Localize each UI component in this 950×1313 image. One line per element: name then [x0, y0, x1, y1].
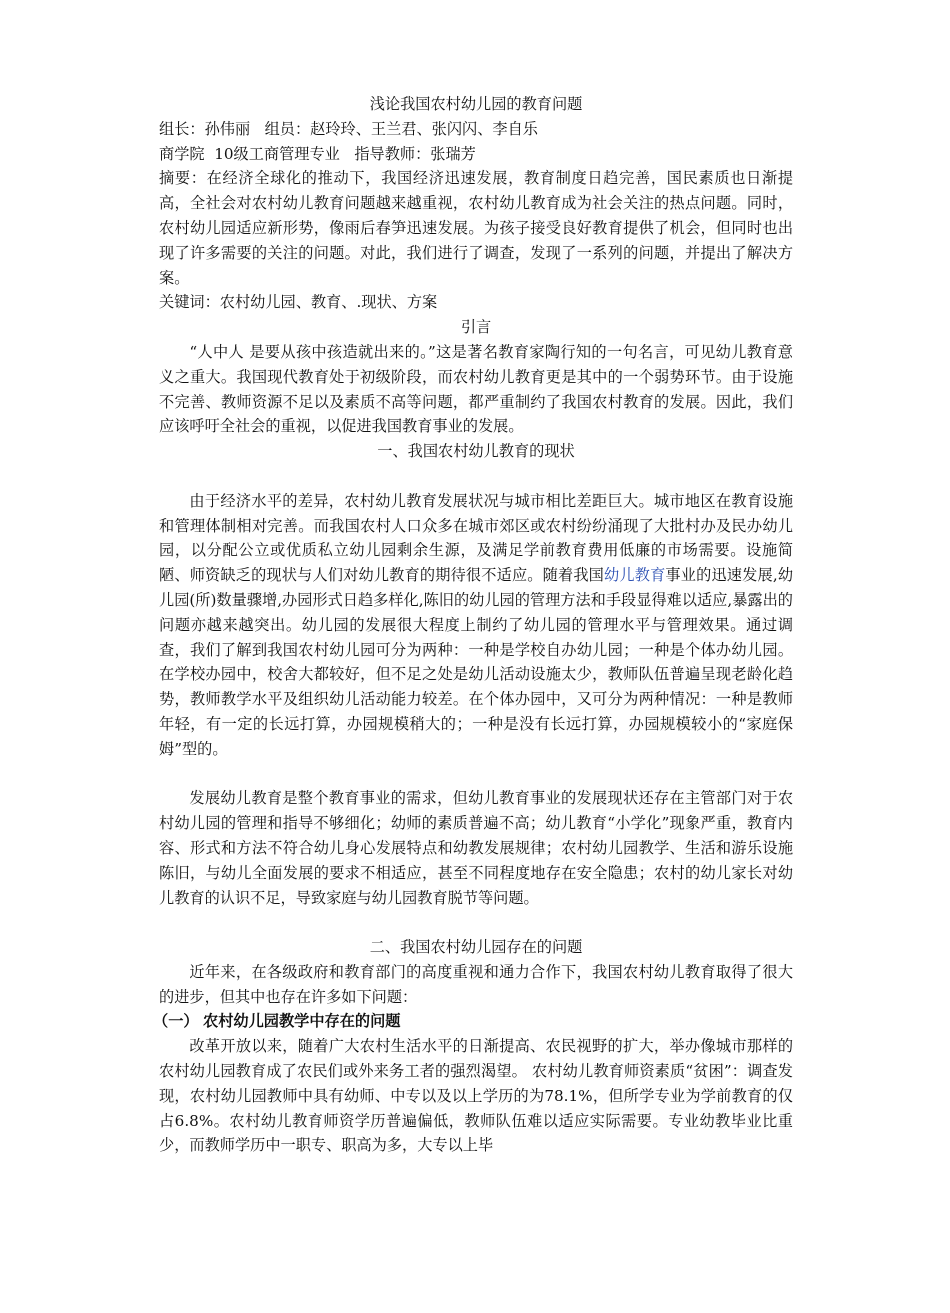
subsection1-heading: [153, 1009, 793, 1034]
intro-paragraph: “人中人 是要从孩中孩造就出来的。”这是著名教育家陶行知的一句名言，可见幼儿教育意义之重大。我国现代教育处于初级阶段，而农村幼儿教育更是其中的一个弱势环节。由于设施不完善、教师资源不足以及素质不高等问题，都严重制约了我国农村教育的发展。因此，我们应该呼吁全社会的重视，以促进我国教育事业的发展。: [159, 342, 793, 436]
blank-line: [159, 464, 793, 489]
blank-line: [159, 910, 793, 935]
section2-intro: 近年来，在各级政府和教育部门的高度重视和通力合作下，我国农村幼儿教育取得了很大的进步，但其中也存在许多如下问题：: [159, 962, 793, 1006]
section1-paragraph-1: [159, 489, 793, 762]
section1-heading: 一、我国农村幼儿教育的现状: [377, 442, 575, 461]
subsection1-number: （一）: [153, 1012, 199, 1031]
abstract: 摘要：在经济全球化的推动下，我国经济迅速发展，教育制度日趋完善，国民素质也日渐提高，全社会对农村幼儿教育问题越来越重视，农村幼儿教育成为社会关注的热点问题。同时，农村幼儿园适应新形势，像雨后春笋迅速发展。为孩子接受良好教育提供了机会，但同时也出现了许多需要的关注的问题。对此，我们进行了调查，发现了一系列的问题，并提出了解决方案。: [159, 169, 793, 287]
subsection1-paragraph: 改革开放以来，随着广大农村生活水平的日渐提高、农民视野的扩大，举办像城市那样的农村幼儿园教育成了农民们或外来务工者的强烈渴望。 农村幼儿教育师资素质“贫困”：调查发现，农村幼儿园教师中具有幼师、中专以及以上学历的为78.1%，但所学专业为学前教育的仅占6.8%。农村幼儿教育师资学历普遍偏低，教师队伍难以适应实际需要。专业幼教毕业比重少，而教师学历中一职专、职高为多，大专以上毕: [159, 1037, 793, 1155]
section1-p1-text-a: 由于经济水平的差异，农村幼儿教育发展状况与城市相比差距巨大。城市地区在教育设施和管理体制相对完善。而我国农村人口众多在城市郊区或农村纷纷涌现了大批村办及民办幼儿园，以分配公立或优质私立幼儿园剩余生源，及满足学前教育费用低廉的市场需要。设施简陋、师资缺乏的现状与人们对幼儿教育的期待很不适应。随着我国: [159, 491, 793, 585]
early-education-link[interactable]: 幼儿教育: [604, 566, 666, 585]
blank-line: [159, 762, 793, 787]
keywords: 关键词：农村幼儿园、教育、.现状、方案: [159, 293, 438, 312]
intro-heading: 引言: [460, 318, 492, 337]
section2-heading: 二、我国农村幼儿园存在的问题: [369, 938, 583, 957]
document-title: 浅论我国农村幼儿园的教育问题: [369, 95, 583, 113]
section1-paragraph-2: 发展幼儿教育是整个教育事业的需求，但幼儿教育事业的发展现状还存在主管部门对于农村幼儿园的管理和指导不够细化；幼师的素质普遍不高；幼儿教育“小学化”现象严重，教育内容、形式和方法不符合幼儿身心发展特点和幼教发展规律；农村幼儿园教学、生活和游乐设施陈旧，与幼儿全面发展的要求不相适应，甚至不同程度地存在安全隐患；农村的幼儿家长对幼儿教育的认识不足，导致家庭与幼儿园教育脱节等问题。: [159, 789, 793, 907]
subsection1-title: 农村幼儿园教学中存在的问题: [203, 1012, 401, 1031]
school-line: 商学院 10级工商管理专业 指导教师：张瑞芳: [159, 144, 476, 163]
members-line: 组长：孙伟丽 组员：赵玲玲、王兰君、张闪闪、李自乐: [159, 119, 538, 138]
document-page: [153, 92, 794, 1158]
section1-p1-text-b: 事业的迅速发展,幼儿园(所)数量骤增,办园形式日趋多样化,陈旧的幼儿园的管理方法和手段显得难以适应,暴露出的问题亦越来越突出。幼儿园的发展很大程度上制约了幼儿园的管理水平与管理效果。通过调查，我们了解到我国农村幼儿园可分为两种：一种是学校自办幼儿园；一种是个体办幼儿园。在学校办园中，校舍大都较好，但不足之处是幼儿活动设施太少，教师队伍普遍呈现老龄化趋势，教师教学水平及组织幼儿活动能力较差。在个体办园中，又可分为两种情况：一种是教师年轻，有一定的长远打算，办园规模稍大的；一种是没有长远打算，办园规模较小的“家庭保姆”型的。: [159, 566, 794, 758]
